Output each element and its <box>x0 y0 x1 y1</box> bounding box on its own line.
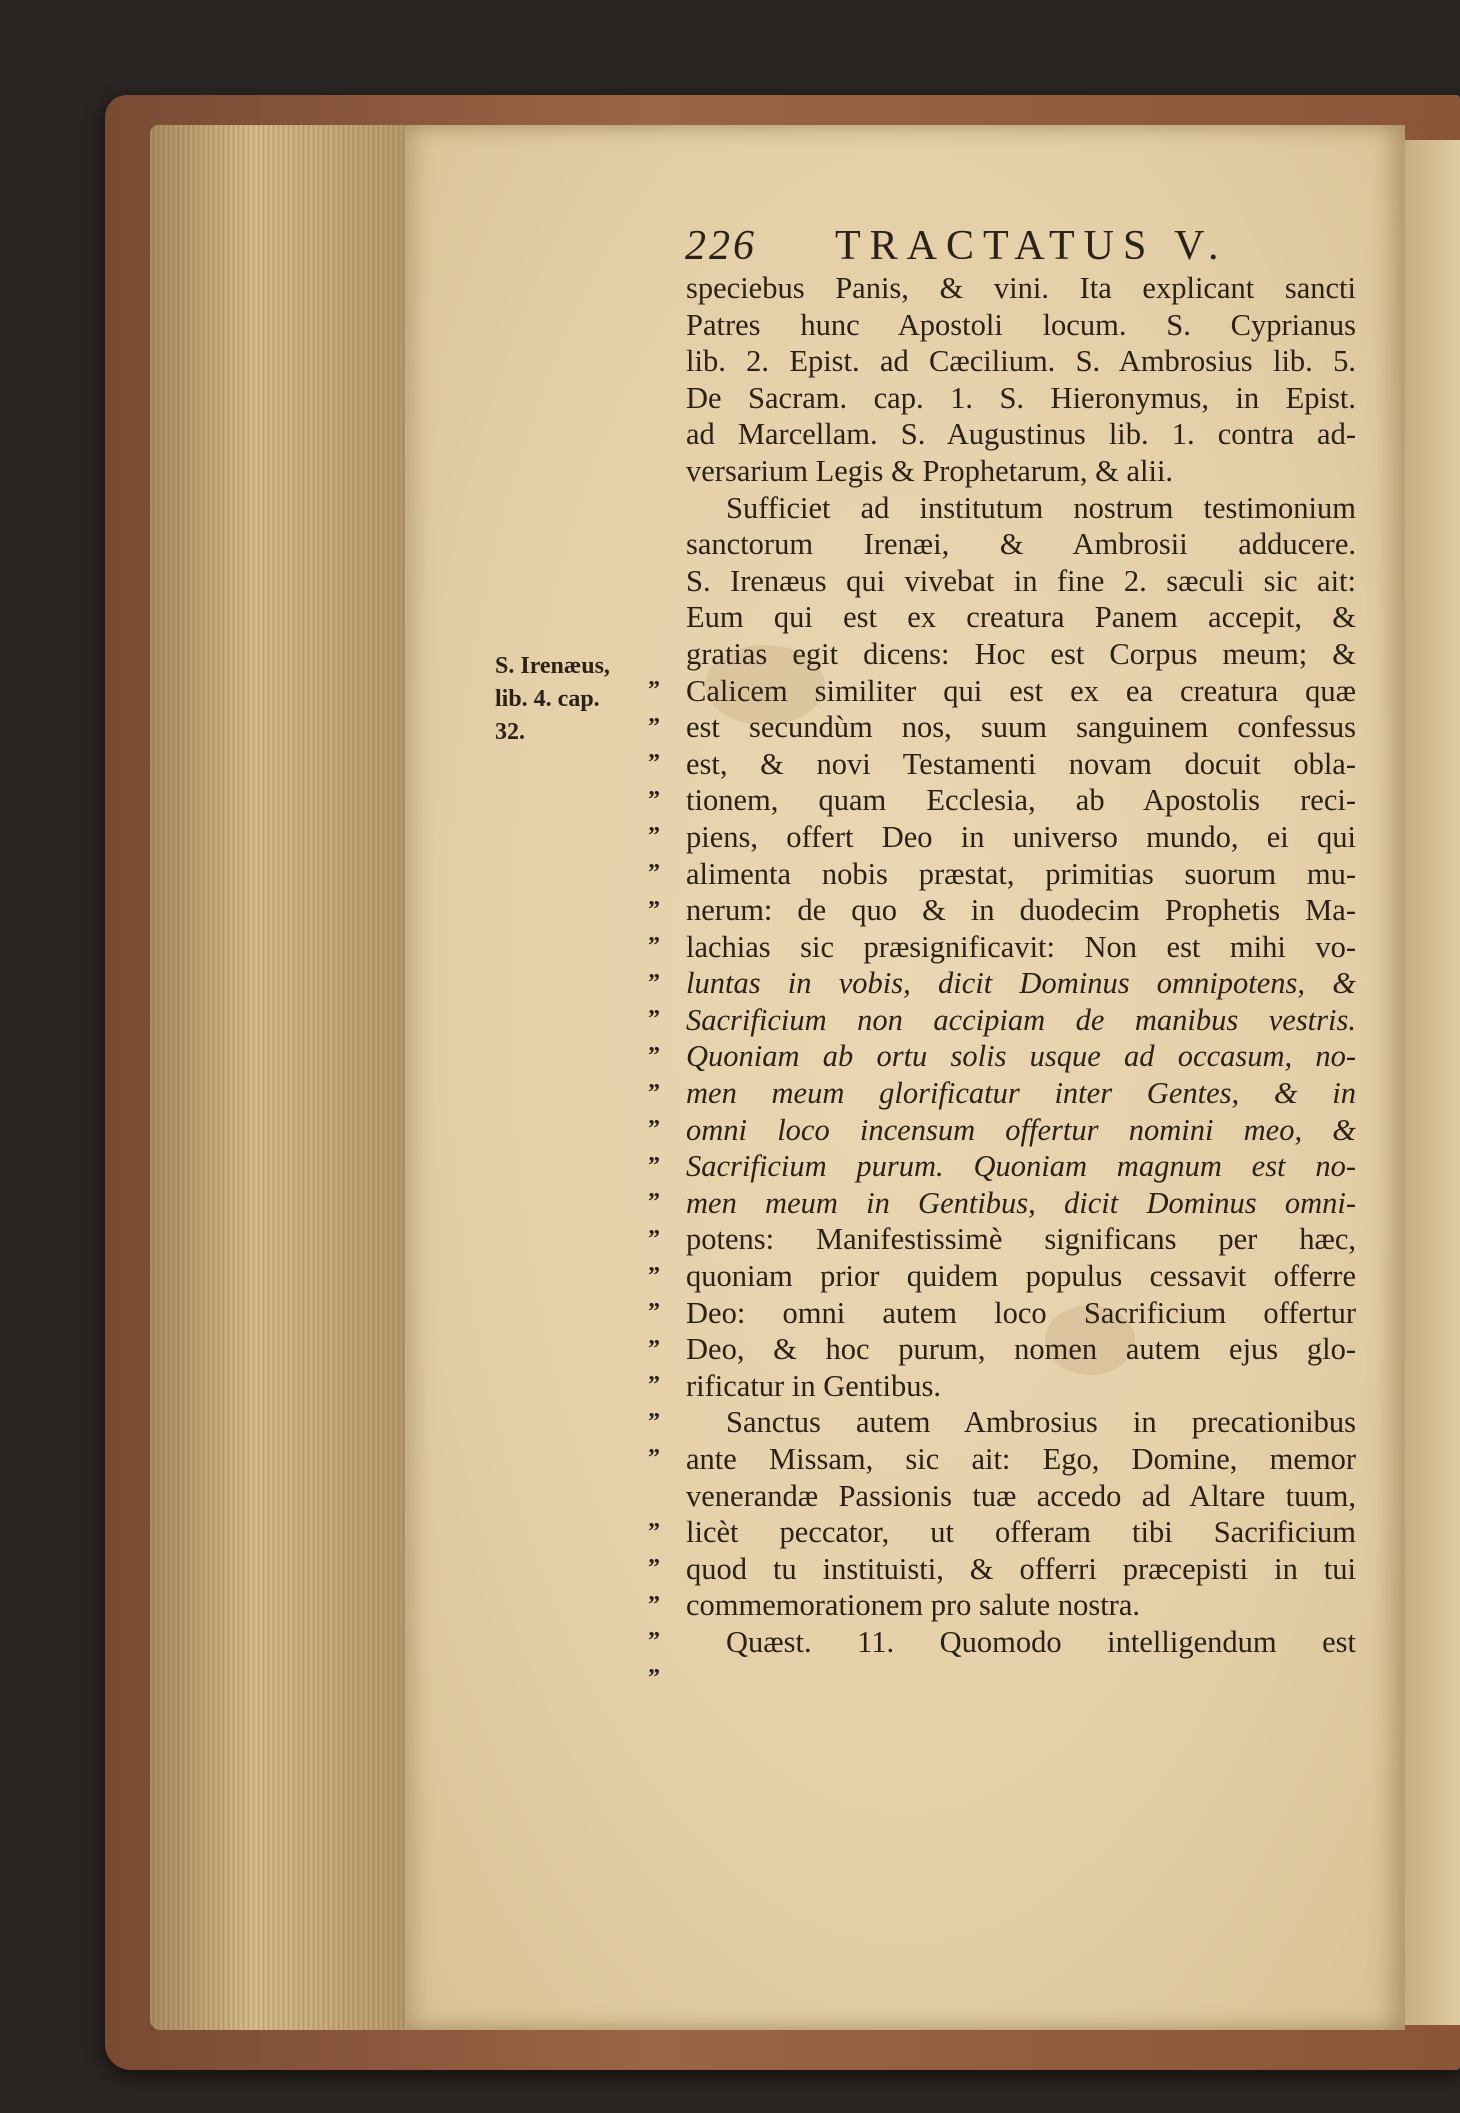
quote-mark: ” <box>648 1299 660 1326</box>
text-line: nerum: de quo & in duodecim Prophetis Ma- <box>686 893 1356 928</box>
text-line: rificatur in Gentibus. <box>686 1368 941 1403</box>
text-line: potens: Manifestissimè significans per hæc, <box>686 1222 1356 1257</box>
quote-mark: ” <box>648 933 660 960</box>
text-line: piens, offert Deo in universo mundo, ei qui <box>686 819 1356 854</box>
quote-mark: ” <box>648 1555 660 1582</box>
text-line: Sufficiet ad institutum nostrum testimonium <box>726 490 1356 525</box>
quote-mark: ” <box>648 896 660 923</box>
quote-mark: ” <box>648 859 660 886</box>
text-line: ad Marcellam. S. Augustinus lib. 1. contra ad- <box>686 417 1356 452</box>
facing-page-edge <box>1405 140 1460 2025</box>
quote-mark: ” <box>648 1116 660 1143</box>
quote-mark: ” <box>648 1628 660 1655</box>
text-line: quoniam prior quidem populus cessavit offerre <box>686 1259 1356 1294</box>
text-line: S. Irenæus qui vivebat in fine 2. sæculi sic ait: <box>686 563 1356 598</box>
quote-mark: ” <box>648 750 660 777</box>
text-line: est secundùm nos, suum sanguinem confessus <box>686 710 1356 745</box>
text-line: ante Missam, sic ait: Ego, Domine, memor <box>686 1442 1356 1476</box>
quote-mark: ” <box>648 1335 660 1362</box>
text-line: sanctorum Irenæi, & Ambrosii adducere. <box>686 527 1356 562</box>
page-number: 226 <box>685 223 757 269</box>
text-line: men meum glorificatur inter Gentes, & in <box>686 1076 1356 1111</box>
margin-note-line: S. Irenæus, <box>495 653 610 679</box>
margin-note-line: 32. <box>495 719 525 745</box>
quote-mark: ” <box>648 1591 660 1618</box>
quote-mark: ” <box>648 1262 660 1289</box>
quote-mark: ” <box>648 713 660 740</box>
text-line: gratias egit dicens: Hoc est Corpus meum; & <box>686 636 1356 671</box>
quote-mark: ” <box>648 1225 660 1252</box>
text-line: Quæst. 11. Quomodo intelligendum est <box>726 1624 1356 1659</box>
quote-mark: ” <box>648 1152 660 1179</box>
text-line: Sanctus autem Ambrosius in precationibus <box>726 1405 1356 1440</box>
text-line: tionem, quam Ecclesia, ab Apostolis reci- <box>686 783 1356 818</box>
text-line: men meum in Gentibus, dicit Dominus omni- <box>686 1185 1356 1220</box>
text-line: lib. 2. Epist. ad Cæcilium. S. Ambrosius lib. 5. <box>686 344 1356 379</box>
page-edges <box>150 125 410 2030</box>
text-line: est, & novi Testamenti novam docuit obla- <box>686 746 1356 781</box>
quote-mark: ” <box>648 1372 660 1399</box>
quotation-marks-column <box>648 672 684 1697</box>
margin-note-line: lib. 4. cap. <box>495 686 600 712</box>
quote-mark: ” <box>648 786 660 813</box>
quote-mark: ” <box>648 1665 660 1692</box>
running-title: TRACTATUS V. <box>835 223 1228 269</box>
text-line: commemorationem pro salute nostra. <box>686 1588 1140 1623</box>
text-line: speciebus Panis, & vini. Ita explicant sancti <box>686 271 1356 305</box>
text-line: Patres hunc Apostoli locum. S. Cyprianus <box>686 307 1356 342</box>
quote-mark: ” <box>648 823 660 850</box>
text-line: versarium Legis & Prophetarum, & alii. <box>686 453 1174 488</box>
running-header <box>685 222 1335 272</box>
text-line: venerandæ Passionis tuæ accedo ad Altare tuum, <box>686 1478 1356 1513</box>
text-line: omni loco incensum offertur nomini meo, & <box>686 1112 1356 1147</box>
text-line: Eum qui est ex creatura Panem accepit, & <box>686 600 1356 635</box>
margin-note <box>495 650 645 749</box>
quote-mark: ” <box>648 1408 660 1435</box>
text-line: Deo: omni autem loco Sacrificium offertur <box>686 1295 1356 1330</box>
text-line: Sacrificium purum. Quoniam magnum est no- <box>686 1149 1356 1184</box>
text-line: quod tu instituisti, & offerri præcepisti in tui <box>686 1551 1356 1586</box>
text-line: licèt peccator, ut offeram tibi Sacrificium <box>686 1515 1356 1550</box>
quote-mark: ” <box>648 969 660 996</box>
quote-mark: ” <box>648 1189 660 1216</box>
text-line: luntas in vobis, dicit Dominus omnipotens, & <box>686 966 1356 1001</box>
quote-mark: ” <box>648 1006 660 1033</box>
quote-mark: ” <box>648 677 660 703</box>
text-line: De Sacram. cap. 1. S. Hieronymus, in Epist. <box>686 380 1356 415</box>
text-line: lachias sic præsignificavit: Non est mihi vo- <box>686 929 1356 964</box>
text-line: alimenta nobis præstat, primitias suorum mu- <box>686 856 1356 891</box>
quote-mark: ” <box>648 1042 660 1069</box>
body-text <box>686 270 1356 1661</box>
text-line: Sacrificium non accipiam de manibus vestris. <box>686 1002 1356 1037</box>
quote-mark: ” <box>648 1445 660 1472</box>
text-line: Deo, & hoc purum, nomen autem ejus glo- <box>686 1332 1356 1367</box>
quote-mark: ” <box>648 1079 660 1106</box>
quote-mark: ” <box>648 1518 660 1545</box>
text-line: Quoniam ab ortu solis usque ad occasum, no- <box>686 1039 1356 1074</box>
text-line: Calicem similiter qui est ex ea creatura quæ <box>686 673 1356 708</box>
